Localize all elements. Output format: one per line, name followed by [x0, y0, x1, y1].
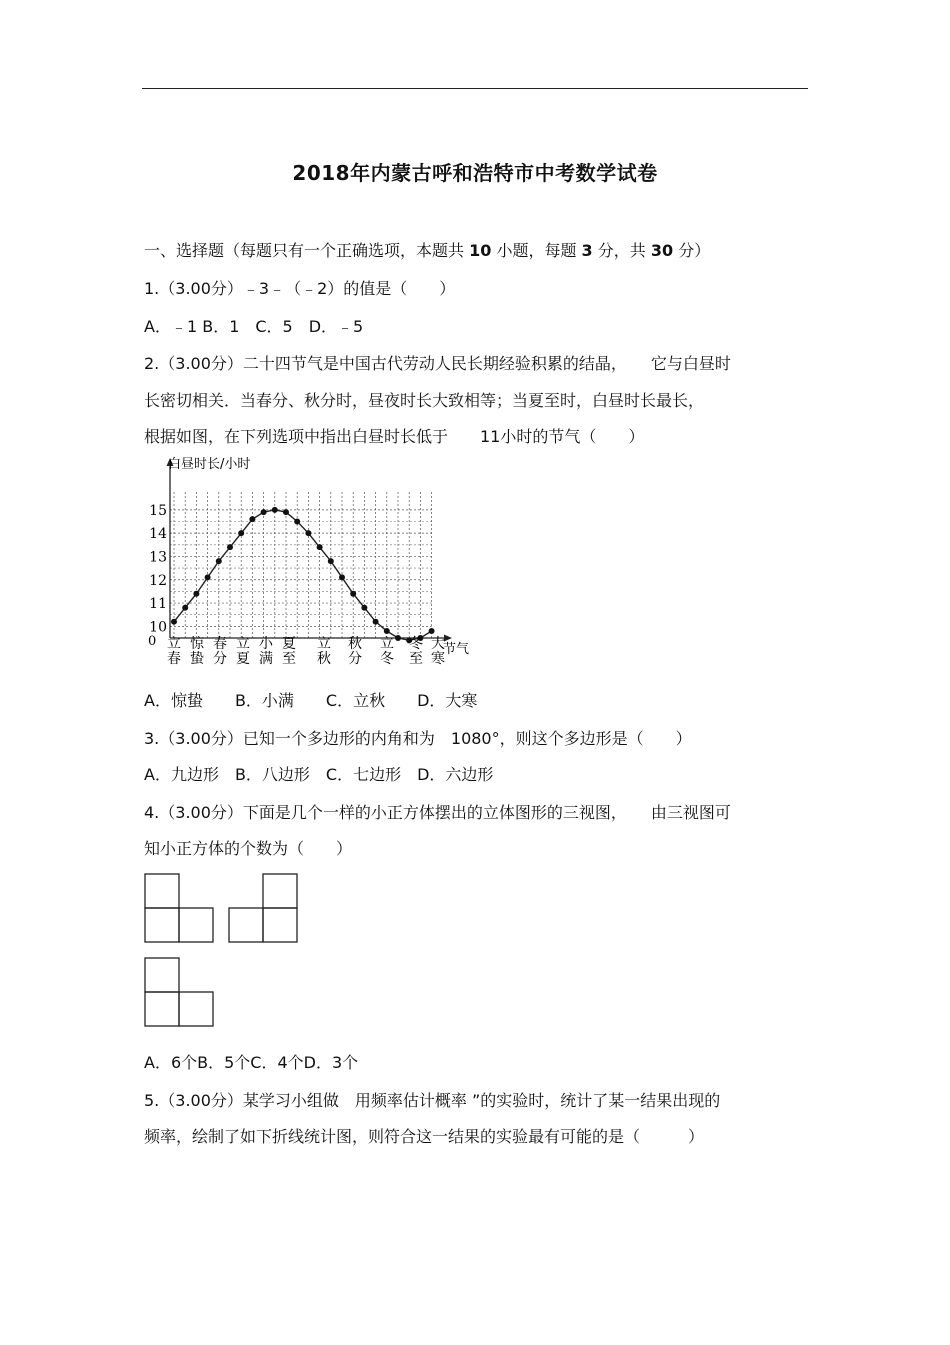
- q2-stem-line3: 根据如图，在下列选项中指出白昼时长低于 11小时的节气（ ）: [144, 427, 645, 446]
- data-point: [216, 558, 222, 564]
- data-point: [429, 628, 435, 634]
- section-text-1: 一、选择题（每题只有一个正确选项，本题共: [144, 241, 470, 260]
- q4-options: A．6个B．5个C．4个D．3个: [144, 1053, 359, 1072]
- data-point: [193, 591, 199, 597]
- data-point: [350, 591, 356, 597]
- section-text-2: 小题，每题: [491, 241, 582, 260]
- x-tick-label: 惊蛰: [190, 636, 204, 667]
- x-axis-label: 节气: [443, 642, 470, 657]
- x-tick-label: 立秋: [317, 636, 331, 667]
- data-point: [283, 509, 289, 515]
- data-point: [205, 574, 211, 580]
- data-point: [238, 530, 244, 536]
- data-point: [272, 507, 278, 513]
- data-point: [227, 544, 233, 550]
- section-header: [144, 238, 710, 261]
- y-tick-label: 13: [149, 549, 167, 566]
- q1-options: A．﹣1 B．1 C．5 D．﹣5: [144, 317, 364, 336]
- y-tick-label: 11: [149, 596, 167, 613]
- data-point: [182, 605, 188, 611]
- front-view: [145, 874, 213, 942]
- data-point: [261, 509, 267, 515]
- data-point: [373, 619, 379, 625]
- data-point: [317, 544, 323, 550]
- data-point: [305, 530, 311, 536]
- section-total-points: 30: [650, 241, 674, 260]
- section-question-count: 10: [469, 241, 492, 260]
- data-point: [361, 605, 367, 611]
- daylight-chart: [140, 452, 485, 670]
- y-tick-label: 12: [149, 572, 167, 589]
- three-views-figure: [142, 870, 312, 1030]
- header-rule: [142, 88, 808, 89]
- x-tick-label: 立夏: [236, 636, 250, 667]
- y-axis-label: 白昼时长/小时: [168, 457, 251, 472]
- daylight-series-line: [174, 510, 432, 640]
- top-view: [145, 958, 213, 1026]
- side-view: [229, 874, 297, 942]
- data-point: [294, 519, 300, 525]
- q3-stem: 3.（3.00分）已知一个多边形的内角和为 1080°，则这个多边形是（ ）: [144, 729, 692, 748]
- data-point: [328, 558, 334, 564]
- q4-stem-line2: 知小正方体的个数为（ ）: [144, 839, 353, 858]
- x-tick-label: 小满: [259, 636, 273, 667]
- q3-options: A．九边形 B．八边形 C．七边形 D．六边形: [144, 765, 494, 784]
- data-point: [395, 635, 401, 641]
- x-tick-label: 冬至: [409, 636, 423, 667]
- y-tick-label: 14: [149, 526, 167, 543]
- page-title: 2018年内蒙古呼和浩特市中考数学试卷: [292, 161, 658, 185]
- q5-stem-line1: 5.（3.00分）某学习小组做 用频率估计概率 ”的实验时，统计了某一结果出现的: [144, 1091, 721, 1110]
- x-tick-label: 夏至: [282, 636, 296, 667]
- section-points-each: 3: [581, 241, 593, 260]
- q2-options: A．惊蛰 B．小满 C．立秋 D．大寒: [144, 691, 478, 710]
- x-tick-label: 立春: [167, 636, 181, 667]
- q1-stem: 1.（3.00分）﹣3﹣（﹣2）的值是（ ）: [144, 279, 456, 298]
- data-point: [339, 574, 345, 580]
- section-text-4: 分）: [673, 241, 711, 260]
- q2-stem-line2: 长密切相关．当春分、秋分时，昼夜时长大致相等；当夏至时，白昼时长最长，: [144, 391, 705, 410]
- data-point: [384, 628, 390, 634]
- x-axis-arrow: [444, 635, 452, 642]
- x-tick-label: 大寒: [431, 636, 445, 667]
- y-tick-label: 10: [149, 619, 167, 636]
- data-point: [171, 619, 177, 625]
- origin-label: 0: [148, 634, 157, 649]
- x-tick-label: 春分: [213, 636, 227, 667]
- data-point: [249, 516, 255, 522]
- x-tick-label: 立冬: [380, 636, 394, 667]
- section-text-3: 分，共: [592, 241, 651, 260]
- q5-stem-line2: 频率，绘制了如下折线统计图，则符合这一结果的实验最有可能的是（ ）: [144, 1127, 705, 1146]
- q4-stem-line1: 4.（3.00分）下面是几个一样的小正方体摆出的立体图形的三视图， 由三视图可: [144, 803, 731, 822]
- q2-stem-line1: 2.（3.00分）二十四节气是中国古代劳动人民长期经验积累的结晶， 它与白昼时: [144, 354, 731, 373]
- y-tick-label: 15: [149, 502, 167, 519]
- x-tick-label: 秋分: [348, 636, 362, 667]
